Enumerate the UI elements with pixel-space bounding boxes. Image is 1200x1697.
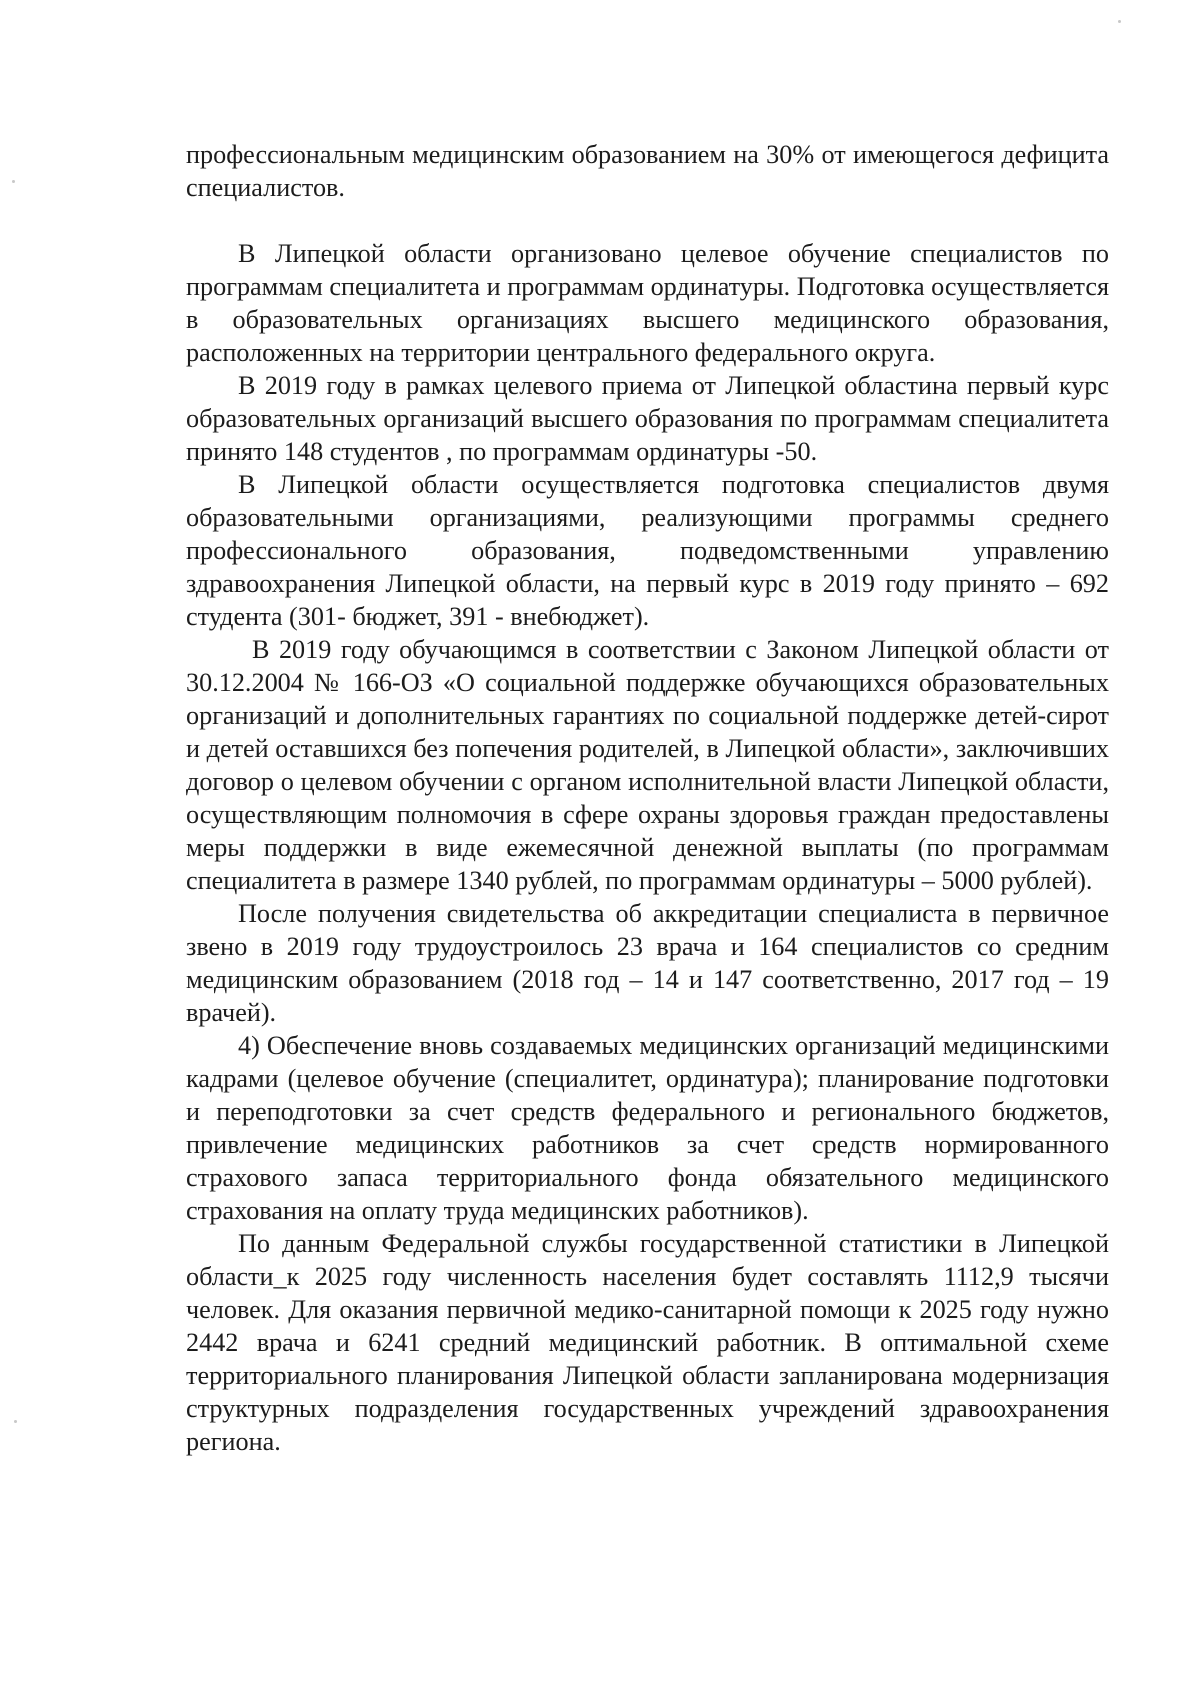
scan-speck <box>14 1420 17 1423</box>
scan-speck <box>1118 20 1121 23</box>
paragraph-continuation: профессиональным медицинским образованием на 30% от имеющегося дефицита специалистов. <box>186 140 1109 202</box>
paragraph-staffing-new-organizations: 4) Обеспечение вновь создаваемых медицинских организаций медицинскими кадрами (целевое обучение (специалитет, ординатура); планирование подготовки и переподготовки за счет средств федерального и регионального бюджетов, привлечение медицинских работников за счет средств нормированного страхового запаса территориального фонда обязательного медицинского страхования на оплату труда медицинских работников). <box>186 1031 1109 1225</box>
scan-speck <box>12 180 15 183</box>
paragraph-accreditation: После получения свидетельства об аккредитации специалиста в первичное звено в 2019 году трудоустроилось 23 врача и 164 специалистов со средним медицинским образованием (2018 год – 14 и 147 соответственно, 2017 год – 19 врачей). <box>186 899 1109 1027</box>
paragraph-target-training: В Липецкой области организовано целевое обучение специалистов по программам специалитета и программам ординатуры. Подготовка осуществляется в образовательных организациях высшего медицинского образования, расположенных на территории центрального федерального округа. <box>186 239 1109 367</box>
paragraph-social-support: В 2019 году обучающимся в соответствии с Законом Липецкой области от 30.12.2004 № 166-ОЗ «О социальной поддержке обучающихся образовательных организаций и дополнительных гарантиях по социальной поддержке детей-сирот и детей оставшихся без попечения родителей, в Липецкой области», заключивших договор о целевом обучении с органом исполнительной власти Липецкой области, осуществляющим полномочия в сфере охраны здоровья граждан предоставлены меры поддержки в виде ежемесячной денежной выплаты (по программам специалитета в размере 1340 рублей, по программам ординатуры – 5000 рублей). <box>186 635 1109 895</box>
paragraph-population-forecast: По данным Федеральной службы государственной статистики в Липецкой области_к 2025 году численность населения будет составлять 1112,9 тысячи человек. Для оказания первичной медико-санитарной помощи к 2025 году нужно 2442 врача и 6241 средний медицинский работник. В оптимальной схеме территориального планирования Липецкой области запланирована модернизация структурных подразделения государственных учреждений здравоохранения региона. <box>186 1229 1109 1456</box>
document-body <box>186 138 1109 1458</box>
paragraph-secondary-education: В Липецкой области осуществляется подготовка специалистов двумя образовательными организациями, реализующими программы среднего профессионального образования, подведомственными управлению здравоохранения Липецкой области, на первый курс в 2019 году принято – 692 студента (301- бюджет, 391 - внебюджет). <box>186 470 1109 631</box>
paragraph-admission-2019: В 2019 году в рамках целевого приема от Липецкой областина первый курс образовательных организаций высшего образования по программам специалитета принято 148 студентов , по программам ординатуры -50. <box>186 371 1109 466</box>
